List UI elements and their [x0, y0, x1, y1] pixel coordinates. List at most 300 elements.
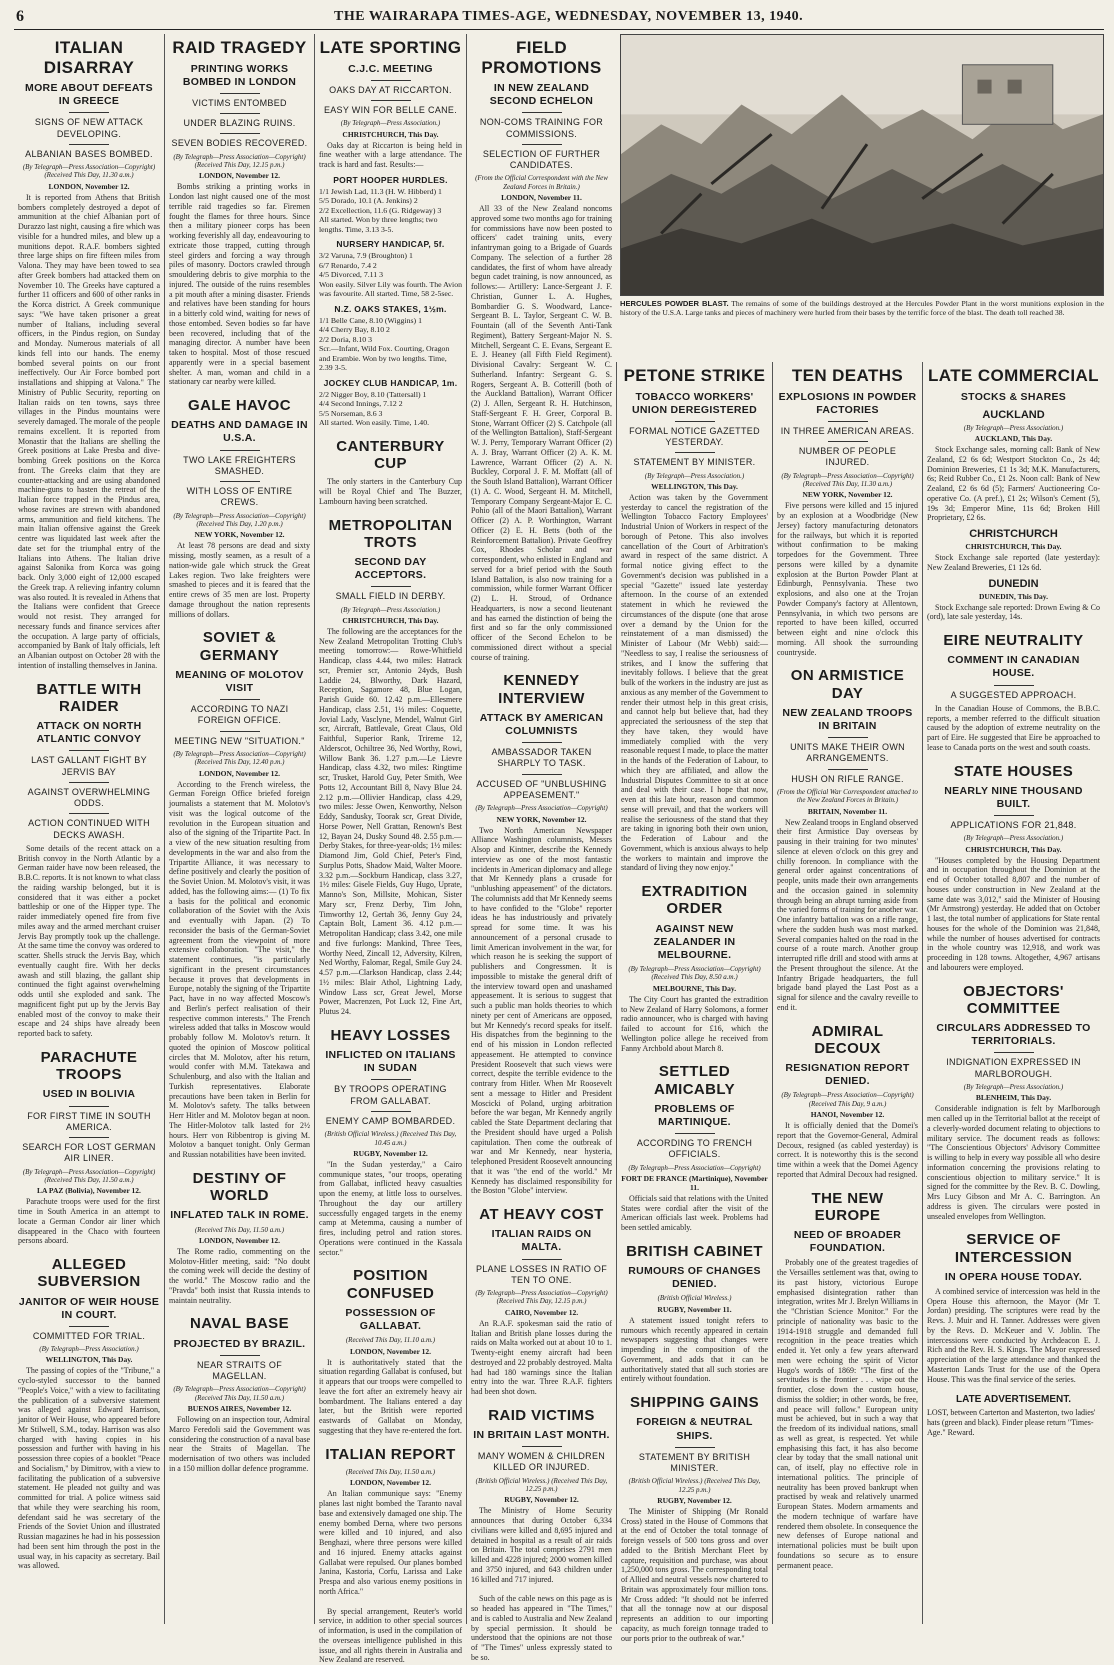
story-headline: HEAVY LOSSES: [330, 1026, 451, 1044]
story: [18, 681, 160, 1039]
story-dateline: (By Telegraph—Press Association—Copyright) (Received This Day, 12.15 p.m.): [173, 152, 306, 169]
race-result: 4/4 Cherry Bay, 8.10 2: [319, 325, 390, 335]
stocks-city: DUNEDIN: [988, 577, 1039, 590]
deck-rule: [675, 1447, 715, 1448]
story-dateline: (British Official Wireless.) (Received This Day, 12.25 p.m.): [628, 1477, 761, 1494]
race-result: All started. Won by three lengths; two lengths. Time, 3.13 3-5.: [319, 215, 438, 234]
story-deck: JANITOR OF WEIR HOUSE IN COURT.: [18, 1295, 160, 1321]
story-deck: BY TROOPS OPERATING FROM GALLABAT.: [334, 1084, 447, 1106]
race-result: Won easily. Silver Lily was fourth. The Avion was favourite. All started. Time, 58 2-5sec.: [319, 279, 463, 299]
race-result: 2/2 Doria, 8.10 3: [319, 334, 373, 344]
deck-rule: [522, 742, 562, 743]
race-heading: N.Z. OAKS STAKES, 1½m.: [334, 303, 447, 314]
photo-caption: [620, 299, 1104, 318]
column-1: [14, 34, 164, 1624]
story-body: All 33 of the New Zealand noncoms approved some two months ago for training for commissions have now been posted to officers' cadet training units, every infantryman going to a Brigade of Guards Company. The selection of a further 28 candidates, the first of whom have already begun cadet training, is now announced, as follows:— Artillery: Lance-Sergeant J. F. Christian, Gunner L. A. Hughes, Bombardier G. S. Woodward, Lance-Sergeant B. L. Taylor, Sergeant C. W. B. Fountain (all of the Seventh Anti-Tank Regiment), Battery Sergeant-Major N. S. Mitchell, Sergeant C. E. Evans, Sergeant E. E. J. Heaney (all Fifth Field Regiment). Divisional Cavalry: Sergeant W. C. Sutherland. Infantry: Sergeant G. S. Rogers, Sergeant A. B. Cotterill (both of the Auckland Battalion), Warrant Officer (2) J. Allen, Sergeant R. H. Hutchinson, Staff-Sergeant F. H. Greer, Corporal B. Stone, Warrant Officer (2) S. Catchpole (all of the Wellington Battalion), Staff-Sergeant W. J. Perry, Temporary Warrant Officer (2) A. J. Bray, Warrant Officer (2) A. K. M. Lawrence, Warrant Officer (2) A. N. Buckley, Corporal J. F. M. Moffatt (all of the South Island Battalion), Warrant Officer (1) A. C. Wood, Sergeant H. M. Mitchell, Temporary Company Sergeant-Major E. C. Pohio (all of the Maori Battalion), Warrant Officer (2) A. P. Worthington, Warrant Officer (2) E. H. Betts (both of the Reinforcement Battalion). Private Geoffrey Cox, Rhodes Scholar and war correspondent, who enlisted in England and served for a brief period with the South Island Battalion, is also now training for a commission, while former Warrant Officer (2) L. H. Stroud, of Ordnance Headquarters, is now a second lieutenant and has earned the distinction of being the first and so far the only commissioned officer of the Second Echelon to be commissioned direct without a special course of training.: [471, 204, 612, 662]
deck-rule: [522, 1259, 562, 1260]
page-number: 6: [16, 8, 24, 25]
story-place: LONDON, November 12.: [198, 1235, 281, 1245]
story-place: NEW YORK, November 12.: [802, 490, 893, 500]
explosion-photo: [620, 34, 1104, 296]
story-deck: AGAINST OVERWHELMING ODDS.: [27, 786, 151, 809]
deck-rule: [220, 1355, 260, 1356]
story-deck: INDIGNATION EXPRESSED IN MARLBOROUGH.: [946, 1057, 1081, 1079]
story-place: CHRISTCHURCH, This Day.: [965, 844, 1062, 854]
story-body: An Italian communique says: "Enemy planes last night bombed the Taranto naval base and extensively damaged one ship. The enemy bombed Derna, where two persons were killed and 10 injured, and also Benghazi, where three persons were killed and 16 injured. Enemy attacks against Gallabat were repulsed. Our planes bombed Janina, Kastoria, Corfu, Larissa and Lake Prespa and also various enemy positions in north Africa.": [319, 1489, 462, 1596]
story-dateline: (By Telegraph—Press Association—Copyright) (Received This Day, 12.15 p.m.): [475, 1289, 608, 1306]
story-deck: EASY WIN FOR BELLE CANE.: [323, 104, 458, 115]
story-place: RUGBY, November 11.: [657, 1304, 732, 1314]
story-body: A combined service of intercession was held in the Opera House this afternoon, the Mayor (Mr T. Jordan) presiding. The scriptures were read by the Revs. J. Muir and H. Tanner. Addresses were given by the Revs. D. McKeuer and V. Joblin. The intercessions were conducted by Archdeacon E. J. Rich and the Rev. H. S. Kings. The Mayor expressed appreciation of the large attendance and thanked the Masterton Lands Trust for the use of the Opera House. This was the final service of the series.: [927, 1286, 1100, 1384]
story-body: In the Canadian House of Commons, the B.B.C. reports, a member referred to the difficult situation caused by the adoption of extreme neutrality on the part of Eire. He suggested that Eire be approached to lease to Canada ports on the west and south coasts.: [927, 703, 1100, 752]
column-2: [164, 34, 314, 1624]
photo-caption-head: HERCULES POWDER BLAST.: [620, 299, 729, 308]
story-deck: PROBLEMS OF MARTINIQUE.: [654, 1102, 735, 1128]
story-dateline: (By Telegraph—Press Association.): [340, 119, 441, 128]
story-deck: DEATHS AND DAMAGE IN U.S.A.: [171, 419, 308, 445]
story-deck: SEARCH FOR LOST GERMAN AIR LINER.: [22, 1142, 156, 1164]
story-dateline: (Received This Day, 11.50 a.m.): [345, 1467, 436, 1476]
story: [319, 1446, 462, 1597]
column-5: [616, 362, 772, 1643]
story-body: The City Court has granted the extradition to New Zealand of Harry Solomons, a former radio announcer, who is charged with having failed to account for £16, which the Wellington police allege he received from Fanny Archbold about March 8.: [621, 994, 768, 1053]
story-deck: IN THREE AMERICAN AREAS.: [780, 425, 915, 436]
story: [169, 629, 310, 1160]
story-headline: THE NEW EUROPE: [811, 1189, 884, 1224]
photo-block: [620, 34, 1104, 334]
story-body: Stock Exchange sale reported (late yesterday): New Zealand Breweries, £1 12s 6d.: [927, 553, 1100, 572]
story-dateline: (By Telegraph—Press Association—Copyright): [628, 1163, 761, 1172]
photo-section: [620, 34, 1104, 358]
story-deck: PLANE LOSSES IN RATIO OF TEN TO ONE.: [475, 1263, 608, 1285]
race-result: 2/2 Nigger Boy, 8.10 (Tattersall) 1: [319, 389, 427, 399]
story-deck: ATTACK ON NORTH ATLANTIC CONVOY: [36, 720, 142, 746]
story-deck: INFLATED TALK IN ROME.: [170, 1209, 309, 1222]
story-deck: APPLICATIONS FOR 21,848.: [950, 820, 1077, 831]
story-deck: SELECTION OF FURTHER CANDIDATES.: [482, 148, 601, 171]
story-deck: USED IN BOLIVIA: [42, 1088, 136, 1101]
story-headline: AT HEAVY COST: [479, 1206, 604, 1224]
story-dateline: (By Telegraph—Press Association—Copyright) (Received This Day, 9 a.m.): [781, 1091, 914, 1108]
story-headline: EIRE NEUTRALITY: [943, 632, 1084, 650]
race-result: 1/1 Jewish Lad, 11.3 (H. W. Hibberd) 1: [319, 186, 442, 196]
race-heading: NURSERY HANDICAP, 5f.: [336, 239, 445, 250]
story-deck: ACCORDING TO NAZI FOREIGN OFFICE.: [190, 704, 289, 726]
story: [319, 517, 462, 1017]
story-deck: COMMENT IN CANADIAN HOUSE.: [947, 654, 1080, 680]
story-dateline: (British Official Wireless.): [657, 1294, 732, 1303]
deck-rule: [69, 112, 109, 113]
story-headline: ALLEGED SUBVERSION: [37, 1256, 141, 1291]
story-headline: BATTLE WITH RAIDER: [36, 680, 142, 715]
story-place: BRITAIN, November 11.: [807, 806, 888, 816]
race-result: 3/2 Varuna, 7.9 (Broughton) 1: [319, 251, 413, 261]
story: [471, 1594, 612, 1662]
story-headline: RAID VICTIMS: [488, 1406, 595, 1424]
story-dateline: (Received This Day, 11.50 a.m.): [194, 1225, 285, 1234]
column-3: [314, 34, 466, 1665]
story-deck: EXPLOSIONS IN POWDER FACTORIES: [778, 390, 917, 416]
story-dateline: (By Telegraph—Press Association.): [963, 1082, 1064, 1091]
story-deck: POSSESSION OF GALLABAT.: [345, 1306, 436, 1333]
story-deck: MORE ABOUT DEFEATS IN GREECE: [25, 82, 153, 108]
story-body: New Zealand troops in England observed their first Armistice Day overseas by pausing in their training for two minutes' silence at eleven o'clock on this grey and chilly forenoon. In compliance with the general order against concentrations of people, units made their own arrangements and the occasion gained in solemnity through being an abrupt turning aside from the varied forms of training for another war. One infantry battalion was on a rifle range, where the sudden hush was most marked. Several companies halted on the road in the course of a route march. Another group interrupted rifle drill and stood with arms at the Present throughout the silence. At the Infantry Brigade headquarters, the full brigade band played the Last Post as a signal for silence and the cavalry reveille to end it.: [777, 817, 918, 1012]
story-place: RUGBY, November 12.: [657, 1495, 732, 1505]
masthead: [14, 6, 1104, 30]
story-place: LA PAZ (Bolivia), November 12.: [37, 1186, 141, 1196]
story-deck: SECOND DAY ACCEPTORS.: [354, 556, 427, 582]
deck-rule: [828, 737, 868, 738]
story-headline: ADMIRAL DECOUX: [811, 1022, 884, 1057]
story-dateline: (By Telegraph—Press Association.): [963, 834, 1064, 843]
story-headline: PETONE STRIKE: [623, 366, 766, 385]
story-place: NEW YORK, November 12.: [194, 530, 285, 540]
story-body: The following are the acceptances for the New Zealand Metropolitan Trotting Club's meeting tomorrow:— Rowe-Whitfield Handicap, class 4.44, two miles: Hatrack scr, Premier scr, Antonio 24yds, Bush Laddie 24, Blworthy, Dark Hazard, Reception, Sagamore 48, Blue Logan, Parish Guide 60. 12.42 p.m.—Ellesmere Handicap, class 2.51, 1½ miles: Coquette, Jovial Lady, Vasclyne, Mendel, Walnut Girl scr, Aircraft, Battlevale, Great Claus, Old Faithful, Superior Rank, Trireme 12, Alderscot, Ochiltree 36, Ned Worthy, Rowi, Willow Bank 36. 1.27 p.m.—Le Lievre Handicap, class 4.32, two miles: Ringtime scr, Trusket, Harold Guy, Peter Smith, Wee Potts 12, Accountant Bill 8, Navy Blue 24. 2.12 p.m.—Ollivier Handicap, class 4.29, two miles: Jesse Owen, Kenworthy, Nelson Eddy, Sandusky, Toorak scr, Great Divide, Horse Power, Nell Grattan, Renown's Best 12, Bayan 24, Dusky Sound 48. 2.55 p.m.—Derby Stakes, for three-year-olds; 1½ miles: Diamond Jim, Gold Chief, Peter's Find, Surplus Potts, Shadow Maid, Walter Moore. 3.32 p.m.—Sockburn Handicap, class 3.27, 1½ miles: Gisele Fields, Guy Hugo, Uprate, Manno's Son, Millsite, Mohican, Sister Mary scr, Frenz Derby, Tim John, Timworthy 12, Gertah 36, Jenny Guy 24, Captain Bolt, Lament 36. 4.12 p.m.—Metropolitan Handicap; class 3.42, one mile and five furlongs: Mankind, Three Tees, Worthy Need, Zincall 12, Adversity, Kilren, Ned Worthy, Falomar, Regal, Smile Guy 24. 4.57 p.m.—Clarkson Handicap, class 2.44; 1½ miles: Blair Athol, Lightning Lady, Window Lass scr, Great Jewel, Morse Power, Macrenzen, Pot Luck 12, Fine Art, Plutus 24.: [319, 626, 462, 1017]
story-dateline: (By Telegraph—Press Association—Copyright) (Received This Day, 11.30 a.m.): [781, 471, 914, 488]
story-deck: TOBACCO WORKERS' UNION DEREGISTERED: [632, 390, 757, 416]
race-result: 5/5 Dorado, 10.1 (A. Jenkins) 2: [319, 196, 418, 206]
story-body: "Houses completed by the Housing Department and in occupation throughout the Dominion at the end of October totalled 8,807 and the number of houses under construction in New Zealand at the same date was 3,012," said the Minister of Housing (Mr Armstrong) yesterday. He added that on October 1 last, the total number of applications for State rental houses for the whole of the Dominion was 21,848, while the number of houses advertised for contracts in the whole country was 12,918, and work was proceeding in 128 towns. Altogether, 4,967 artisans and labourers were employed.: [927, 855, 1100, 972]
story-body: Considerable indignation is felt by Marlborough men called up in the Territorial ballot at the receipt of a cleverly-worded document relating to objections to military service. The document reads as follows: "The Conscientious Objectors' Advisory Committee is willing to help in every way possible all who desire information concerning the provisions relating to conscientious objection to military service." It is signed for the committee by the Rev. B. C. Dowling, Mrs Lucy Gibson and Mr A. C. Barrington. An address is given. The circulars were posted in unsealed envelopes from Wellington.: [927, 1104, 1100, 1221]
story-headline: SERVICE OF INTERCESSION: [954, 1231, 1073, 1266]
story-place: LONDON, November 12.: [198, 171, 281, 181]
race-result: 4/4 Second Innings, 7.12 2: [319, 399, 403, 409]
deck-rule: [994, 815, 1034, 816]
story-deck: NEED OF BROADER FOUNDATION.: [793, 1229, 902, 1255]
story-headline: RAID TRAGEDY: [172, 38, 307, 57]
story-place: DUNEDIN, This Day.: [978, 591, 1049, 601]
story: [319, 1267, 462, 1435]
story-body: By special arrangement, Reuter's world service, in addition to other special sources of information, is used in the compilation of the overseas intelligence published in this issue, and all rights therein in Australia and New Zealand are reserved.: [319, 1606, 462, 1665]
story-deck: IN NEW ZEALAND SECOND ECHELON: [489, 82, 594, 108]
story: [319, 1607, 462, 1665]
story: [927, 1231, 1100, 1384]
story-body: It is reported from Athens that British bombers completely destroyed a depot of ammunition at the chief Albanian port of Durazzo last night, causing a fire which was visible for a hundred miles, and blew up a munitions depot. R.A.F. bombers sighted three large ships on fire fifteen miles from Valona. They may have been towed to sea after Greek bombers had attacked them on November 10. The Greeks have captured a further 11 officers and 600 of other ranks in the Korca district. A Greek communique says: "We have taken prisoner a great number of Italians, including several officers, in the Pindus region, on Sunday and Monday. Numerous materials of all kinds fell into our hands. The enemy bombed several points on our front ineffectively. Our Air Force bombed port installations and shipping at Valona." The Ministry of Public Security, reporting on Italian raids on ten towns, says three villages in the Pindus mountains were severely damaged. The morale of the people remains excellent. It is reported from Monastir that the Italians are shelling the Greek positions at Lake Presba and dive-bombing Greek positions on the Korca front. The Greeks claim that they are counter-attacking and are using abandoned machine-guns to hasten the retreat of the Italian force trapped in the Pindus area, whose ravines are strewn with abandoned arms, ammunition and field kitchens. The main Italian offensive against the Greek centre was liquidated last week after the date set for the triumphal entry of the Italians into Athens. The Italian drive against Salonika from Korca was going back. Only 3,000 eight of 12,000 escaped the Greek trap. A relieving infantry column was also routed. It is revealed in Athens that the Italians were confident that Greece would not resist. They arranged for necessary funds and finance services after the occupation. A large party of officials, accompanied by Bank of Italy officials, left an Albanian outpost on October 28 with the intention of installing themselves in Janina.: [18, 192, 160, 670]
story-body: Action was taken by the Government yesterday to cancel the registration of the Wellington Tobacco Factory Employees' Industrial Union of Workers in respect of the borough of Petone. This also involves cancellation of the Court of Arbitration's award in respect of the same district. A formal notice giving effect to the Government's decision was published in a special "Gazette" issued late yesterday afternoon. In the course of an extended statement in which he reviewed the circumstances of the dispute (one that arose over a demand by the Union for the reinstatement of a man dismissed) the Minister of Labour (Mr Webb) said:— "Needless to say, I realise the seriousness of strikes, and I know the suffering that inevitably follows. I believe that the great bulk of the workers in the industry are just as anxious as any member of the Government to render their utmost help in this great crisis, and cannot help but believe that, had they appreciated the seriousness of the step that they have taken, they would have immediately complied with the very reasonable request I made, to place the matter in the hands of the Federation of Labour, to which they are affiliated, and allow the Industrial Disputes Committee to sit at once and deal with their case. I hope that now, even at this late hour, reason and common sense will prevail, and that the workers will realise the seriousness of the stand that they are taking in ignoring both their own union, the Federation of Labour and the Government, which is anxious always to help the workers to maintain and improve the standard of living they now enjoy.": [621, 492, 768, 873]
story-dateline: (By Telegraph—Press Association.): [39, 1345, 139, 1354]
story-headline: TEN DEATHS: [791, 366, 904, 385]
story-place: CHRISTCHURCH, This Day.: [342, 615, 439, 625]
late-ad-body: LOST, between Carterton and Masterton, two ladies' hats (green and black). Finder please return "Times-Age." Reward.: [927, 1408, 1096, 1437]
story: [777, 1190, 918, 1571]
story-deck: ACCUSED OF "UNBLUSHING APPEASEMENT.": [476, 778, 607, 800]
story-headline: DESTINY OF WORLD: [192, 1169, 287, 1205]
story: [18, 1049, 160, 1246]
race-heading: PORT HOOPER HURDLES.: [333, 174, 448, 185]
story: [621, 883, 768, 1053]
story: [777, 667, 918, 1012]
race-result: 2/2 Excellection, 11.6 (G. Ridgeway) 3: [319, 205, 442, 215]
deck-rule: [675, 421, 715, 422]
story: [471, 38, 612, 662]
story-body: At least 78 persons are dead and sixty missing, mostly seamen, as a result of a nation-wide gale which struck the Great Lakes region. Two lake freighters were smashed to pieces and it is feared that the entire crews of 35 men are lost. Property damage throughout the nation represents millions of dollars.: [169, 541, 310, 619]
story-body: "In the Sudan yesterday," a Cairo communique states, "our troops, operating from Gallabat, inflicted heavy casualties upon the enemy, at little loss to ourselves. Throughout the day our artillery successfully engaged targets in the enemy camp at Metemma, causing a number of fires, including petrol and ration stores. Operations were continued in the Kassala sector.": [319, 1159, 462, 1257]
story-deck: ENEMY CAMP BOMBARDED.: [325, 1115, 456, 1126]
story-dateline: (By Telegraph—Press Association—Copyright) (Received This Day, 11.50 a.m.): [22, 1167, 156, 1184]
story-deck: ATTACK BY AMERICAN COLUMNISTS: [479, 711, 604, 737]
deck-rule: [522, 774, 562, 775]
story-dateline: (From the Official War Correspondent attached to the New Zealand Forces in Britain.): [777, 787, 918, 805]
story-place: LONDON, November 12.: [349, 1346, 432, 1356]
story-headline: SETTLED AMICABLY: [654, 1063, 735, 1098]
story: [169, 1315, 310, 1473]
story: [621, 1243, 768, 1384]
story-body: An R.A.F. spokesman said the ratio of Italian and British plane losses during the raids on Malta worked out at about 10 to 1. Twenty-eight enemy aircraft had been destroyed and 22 probably destroyed. Malta had had 180 warnings since the Italian entry into the war. Three R.A.F. fighters had been shot down.: [471, 1318, 612, 1397]
story: [927, 983, 1100, 1222]
story-deck: STATEMENT BY BRITISH MINISTER.: [638, 1451, 751, 1473]
story-deck: ACTION CONTINUED WITH DECKS AWASH.: [28, 818, 150, 840]
story-deck: ACCORDING TO FRENCH OFFICIALS.: [636, 1138, 753, 1160]
story-deck: MEETING NEW "SITUATION.": [174, 735, 305, 746]
story-body: The Rome radio, commenting on the Molotov-Hitler meeting, said: "No doubt the coming week will decide the destiny of the world." The Moscow radio and the "Pravda" both insist that Russia intends to maintain neutrality.: [169, 1246, 310, 1305]
story: [169, 397, 310, 619]
story-place: AUCKLAND, This Day.: [974, 434, 1053, 444]
story-headline: STATE HOUSES: [953, 762, 1074, 780]
story: [471, 1407, 612, 1585]
story-deck: OAKS DAY AT RICCARTON.: [329, 84, 452, 95]
story-deck: UNITS MAKE THEIR OWN ARRANGEMENTS.: [790, 742, 905, 764]
story-deck: FOREIGN & NEUTRAL SHIPS.: [636, 1416, 753, 1442]
deck-rule: [371, 1079, 411, 1080]
deck-rule: [371, 586, 411, 587]
story-deck: RUMOURS OF CHANGES DENIED.: [628, 1265, 761, 1291]
deck-rule: [69, 1106, 109, 1107]
story-body: Oaks day at Riccarton is being held in fine weather with a large attendance. The track is hard and fast. Results:—: [319, 140, 462, 170]
deck-rule: [220, 481, 260, 482]
story-body: The only starters in the Canterbury Cup will be Royal Chief and The Buzzer, Lambourn having been scratched.: [319, 477, 462, 506]
story-body: Such of the cable news on this page as is so headed has appeared in "The Times," and is cabled to Australia and New Zealand by special permission. It should be understood that the opinions are not those of "The Times" unless expressly stated to be so.: [471, 1594, 612, 1662]
story-headline: SOVIET & GERMANY: [199, 629, 280, 664]
deck-rule: [69, 782, 109, 783]
race-result: 6/7 Renardo, 7.4 2: [319, 260, 377, 270]
story-place: HANOI, November 12.: [810, 1110, 885, 1120]
story: [471, 672, 612, 1196]
story-body: Probably one of the greatest tragedies of the Versailles settlement was that, owing to its past history, victorious Europe emphasised disintegration rather than integration, writes Mr J. Brelyn Williams in the "Christian Science Monitor." For the principle of nationality was basic to the 1914-1918 struggle and demanded full recognition in the peace treaties which ended it. Yet only a few years afterward men were echoing the spirit of Victor Hugo's words of 1869: "The first of the servitudes is the frontier . . . wipe out the frontier, close down the custom house, dismiss the soldier; in other words, be free, and peace will follow." European unity must be achieved, but in such a way that the freedom of its individual nations, small as well as great, is respected. Yet while emphasising this fact, it has also become clear by today that the small national unit can, of itself, play no effective role in international politics. The principle of neutrality has been proved bankrupt when practised by weak and relatively unarmed European States. Modern armaments and the modern technique of warfare have rendered them obsolete. In consequence the new defenses of Europe national and international policies must be built upon foundations so secure as to ensure permanent peace.: [777, 1258, 918, 1570]
story: [777, 1023, 918, 1180]
story: [169, 38, 310, 387]
story-headline: ITALIAN DISARRAY: [43, 38, 135, 77]
story-body: Bombs striking a printing works in London last night caused one of the most terrible raid tragedies so far. Firemen fought the flames for three hours. Since then a military pioneer corps has been working feverishly all day, endeavouring to extricate those trapped, cutting through steel girders and forcing a way through piles of masonry. Doctors crawled through smouldering debris to give morphia to the injured. The outside of the ruins resembles a pit mouth after a mining disaster. Friends and relatives have been standing for hours in a bitterly cold wind, waiting for news of those entombed. Seven bodies so far have been recovered, including that of the managing director. A number have been taken to hospital. Most of those rescued apparently were in a special basement shelter. A man, woman and child in a stationary car nearby were killed.: [169, 182, 310, 387]
story-place: FORT DE FRANCE (Martinique), November 11.: [621, 1173, 768, 1192]
story-headline: LATE SPORTING: [319, 38, 462, 57]
story: [777, 366, 918, 657]
story-deck: HUSH ON RIFLE RANGE.: [791, 773, 904, 784]
story-place: RUGBY, November 12.: [504, 1495, 579, 1505]
story-place: BLENHEIM, This Day.: [975, 1093, 1052, 1103]
story-deck: ALBANIAN BASES BOMBED.: [25, 148, 153, 159]
story-place: WELLINGTON, This Day.: [45, 1355, 133, 1365]
deck-rule: [220, 731, 260, 732]
masthead-title: THE WAIRARAPA TIMES-AGE, WEDNESDAY, NOVEMBER 13, 1940.: [334, 9, 804, 24]
deck-rule: [675, 1133, 715, 1134]
story-deck: SIGNS OF NEW ATTACK DEVELOPING.: [34, 117, 144, 139]
story-body: Parachute troops were used for the first time in South America in an attempt to locate a German Condor air liner which disappeared in the Chaco with fourteen persons aboard.: [18, 1197, 160, 1246]
deck-rule: [220, 133, 260, 134]
story-deck: SMALL FIELD IN DERBY.: [335, 591, 446, 602]
story-body: Officials said that relations with the United States were cordial after the visit of the American officials last week. Problems had been settled amicably.: [621, 1193, 768, 1233]
story-deck: PROJECTED BY BRAZIL.: [173, 1337, 306, 1350]
deck-rule: [220, 113, 260, 114]
story-deck: SEVEN BODIES RECOVERED.: [171, 138, 308, 149]
story-deck: STATEMENT BY MINISTER.: [633, 457, 756, 468]
race-result: 4/5 Divorced, 7.11 3: [319, 270, 384, 280]
story-deck: ITALIAN RAIDS ON MALTA.: [491, 1228, 592, 1254]
story-headline: KENNEDY INTERVIEW: [498, 672, 585, 707]
deck-rule: [69, 1137, 109, 1138]
deck-rule: [220, 93, 260, 94]
story-dateline: (By Telegraph—Press Association—Copyright) (Received This Day, 1.20 p.m.): [173, 511, 306, 528]
deck-rule: [69, 1326, 109, 1327]
story: [18, 38, 160, 671]
story-dateline: (British Official Wireless.) (Received This Day, 12.25 p.m.): [475, 1476, 608, 1494]
story-body: A statement issued tonight refers to rumours which recently appeared in certain newspapers suggesting that changes were impending in the composition of the Government, and adds that it can be authoritatively stated that all such stories are entirely without foundation.: [621, 1315, 768, 1384]
story: [621, 1063, 768, 1233]
ruins-image-icon: [621, 35, 1103, 295]
story-headline: ON ARMISTICE DAY: [790, 667, 905, 702]
story-place: MELBOURNE, This Day.: [652, 983, 737, 993]
deck-rule: [994, 1052, 1034, 1053]
story-headline: POSITION CONFUSED: [346, 1267, 435, 1302]
story-deck: NEAR STRAITS OF MAGELLAN.: [196, 1359, 282, 1382]
story-deck: FOR FIRST TIME IN SOUTH AMERICA.: [27, 1110, 151, 1132]
story-body: Some details of the recent attack on a British convoy in the North Atlantic by a German raider have now been released, the B.B.C. reports. It is not known to what class the raiding warship belonged, but it is considered that it was either a pocket battleship or one of the Hipper type. The raider immediately opened fire from five miles away and the armed merchant cruiser Jervis Bay promptly took up the challenge. At the same time the convoy was ordered to scatter. Shells struck the Jervis Bay, which eventually caught fire. With her decks awash and still blazing, the gallant ship continued the fight against overwhelming odds until she exploded and sank. The magnificent fight put up by the Jervis Bay enabled most of the convoy to make their escape and 24 ships have already been reported back to safety.: [18, 843, 160, 1039]
photo-caption-text: The remains of some of the buildings destroyed at the Hercules Powder Plant in the worst munitions explosion in the history of the U.S.A. Large tanks and pieces of machinery were hurled from their bases by the terrific force of the blast. The death toll reached 38.: [620, 299, 1105, 318]
story-body: Stock Exchange sale reported: Drown Ewing & Co (ord), late sale yesterday, 14s.: [927, 602, 1100, 622]
story-dateline: (By Telegraph—Press Association.): [340, 605, 441, 614]
story-dateline: (By Telegraph—Press Association.): [963, 423, 1064, 432]
deck-rule: [994, 685, 1034, 686]
column-7: [922, 362, 1104, 1624]
stocks-city: CHRISTCHURCH: [969, 528, 1058, 541]
deck-rule: [371, 100, 411, 101]
story-deck: NEW ZEALAND TROOPS IN BRITAIN: [782, 706, 913, 732]
story-body: The Minister of Shipping (Mr Ronald Cross) stated in the House of Commons that at the end of October the total tonnage of foreign vessels of 500 tons gross and over added to the British Merchant Fleet by capture, requisition and purchase, was about 1,250,000 tons gross. The corresponding total of Allied and neutral vessels now chartered to Britain was approximately four million tons. Mr Cross added: "It should not be inferred that all the tonnage now at our disposal represents an addition to our importing capacity, as much foreign tonnage traded to our ports prior to the outbreak of war.": [621, 1506, 768, 1643]
story-deck: MANY WOMEN & CHILDREN KILLED OR INJURED.: [477, 1451, 606, 1473]
story: [319, 38, 462, 428]
story-dateline: (By Telegraph—Press Association—Copyright) (Received This Day, 11.30 a.m.): [22, 163, 156, 180]
story-headline: CANTERBURY CUP: [336, 437, 445, 473]
story-headline: OBJECTORS' COMMITTEE: [963, 982, 1064, 1017]
story-deck: IN BRITAIN LAST MONTH.: [473, 1429, 610, 1442]
deck-rule: [371, 80, 411, 81]
story: [319, 438, 462, 507]
story-place: CHRISTCHURCH, This Day.: [342, 129, 439, 139]
story-deck: NON-COMS TRAINING FOR COMMISSIONS.: [479, 117, 604, 139]
column-4: [466, 34, 616, 1662]
columns: [14, 34, 1105, 1665]
story-place: RUGBY, November 12.: [353, 1148, 428, 1158]
story: [927, 366, 1100, 622]
story: [621, 1394, 768, 1643]
story-dateline: (By Telegraph—Press Association—Copyright): [475, 804, 608, 813]
column-6: [772, 362, 922, 1624]
late-advertisement: [927, 1394, 1100, 1437]
story: [18, 1256, 160, 1571]
race-heading: JOCKEY CLUB HANDICAP, 1m.: [323, 377, 458, 388]
story-deck: NEARLY NINE THOUSAND BUILT.: [944, 784, 1083, 810]
deck-rule: [220, 450, 260, 451]
story-headline: FIELD PROMOTIONS: [481, 38, 602, 77]
deck-rule: [371, 1111, 411, 1112]
story: [471, 1206, 612, 1397]
story-deck: STOCKS & SHARES: [960, 390, 1067, 403]
story-place: BUENOS AIRES, November 12.: [187, 1404, 292, 1414]
story-deck: RESIGNATION REPORT DENIED.: [785, 1062, 910, 1088]
story-headline: PARACHUTE TROOPS: [40, 1048, 138, 1084]
story-headline: GALE HAVOC: [188, 397, 291, 415]
deck-rule: [675, 452, 715, 453]
story-body: The Ministry of Home Security announces that during October 6,334 civilians were killed and 8,695 injured and detained in hospital as a result of air raids on Britain. The total comprises 2791 men killed and 4228 injured; 2000 women killed and 3750 injured, and 643 children under 16 killed and 717 injured.: [471, 1506, 612, 1584]
story-deck: INFLICTED ON ITALIANS IN SUDAN: [325, 1049, 456, 1075]
story-place: LONDON, November 11.: [501, 193, 582, 203]
story-deck: CIRCULARS ADDRESSED TO TERRITORIALS.: [936, 1022, 1091, 1048]
story-deck: FORMAL NOTICE GAZETTED YESTERDAY.: [629, 425, 760, 448]
race-result: 1/1 Belle Cane, 8.10 (Wiggins) 1: [319, 315, 422, 325]
story-dateline: (By Telegraph—Press Association—Copyright) (Received This Day, 12.40 p.m.): [173, 749, 306, 767]
story-place: LONDON, November 12.: [198, 768, 281, 778]
story-deck: A SUGGESTED APPROACH.: [950, 689, 1077, 700]
story-place: LONDON, November 12.: [349, 1478, 432, 1488]
story-place: CAIRO, November 12.: [504, 1307, 579, 1317]
story-dateline: (By Telegraph—Press Association—Copyright) (Received This Day, 8.50 a.m.): [628, 965, 761, 982]
story-deck: VICTIMS ENTOMBED: [192, 97, 287, 108]
race-result: 5/5 Norseman, 8.6 3: [319, 408, 383, 418]
story-body: It is officially denied that the Domei's report that the Governor-General, Admiral Decoux, resigned (as cabled yesterday) is correct. It is noteworthy this is the second time within a week that the Domei Agency reported that Admiral Decoux had resigned.: [777, 1121, 918, 1179]
story-deck: PRINTING WORKS BOMBED IN LONDON: [182, 62, 297, 88]
deck-rule: [69, 813, 109, 814]
story-headline: ITALIAN REPORT: [325, 1445, 456, 1463]
late-ad-heading: LATE ADVERTISEMENT.: [955, 1394, 1071, 1406]
deck-rule: [522, 1446, 562, 1447]
story-body: It is authoritatively stated that the situation regarding Gallabat is confused, but it appears that our troops were compelled to leave the fort after an extremely heavy air bombardment. The Italians entered a day later, but the British were reported eastwards of Gallabat on Monday, suggesting that they have re-entered the fort.: [319, 1357, 462, 1435]
story-headline: METROPOLITAN TROTS: [328, 516, 453, 551]
story-place: WELLINGTON, This Day.: [651, 481, 738, 491]
story-deck: AMBASSADOR TAKEN SHARPLY TO TASK.: [491, 747, 592, 769]
story-dateline: (From the Official Correspondent with the New Zealand Forces in Britain.): [475, 174, 608, 191]
story-body: Five persons were killed and 15 injured by an explosion at a Woodbridge (New Jersey) factory manufacturing detonators for the railways, but which it is reported without confirmation to be making torpedoes for the Government. Three persons were killed by a dynamite explosion at the Burton Powder Plant at Edinburgh, Pennsylvania. These two explosions, and also one at the Trojan Powder Company's factory at Allentown, Pennsylvania, in which two persons are reported to have been killed, occurred between eight and nine o'clock this morning. All shook the surrounding countryside.: [777, 501, 918, 657]
story-deck: MEANING OF MOLOTOV VISIT: [175, 668, 304, 694]
story-headline: NAVAL BASE: [189, 1315, 289, 1333]
story-headline: SHIPPING GAINS: [630, 1394, 759, 1412]
deck-rule: [828, 441, 868, 442]
story-dateline: (Received This Day, 11.10 a.m.): [345, 1336, 436, 1345]
story-body: According to the French wireless, the German Foreign Office briefed foreign journalists a statement that M. Molotov's visit was the logical outcome of the revolution in the European situation and also of the signing of the Tripartite Pact. In a view of the new situation resulting from developments in the war and also from the Tripartite Alliance, it was necessary to define positively and clearly the position of the Soviet Union. M. Molotov's visit, it was added, has the following aims:— (1) To fix a basis for the political and economic collaboration of the Soviet with the Axis and eventually with Japan. (2) To reconsider the basis of the German-Soviet agreement from the viewpoint of more extensive collaboration. "The visit," the statement continues, "is particularly significant in the present circumstances because it proves that developments in Europe, notably the signing of the Tripartite Pact, have in no way affected Moscow's and Berlin's perfect realisation of their respective common interests." The French wireless added that talks in Moscow would probably follow M. Molotov's return. It quoted the opinion of Moscow political circles that M. Molotov, after his return, would confer with M.M. Tatekawa and Schulenburg, and also with the Italian and Turkish representatives. Elaborate precautions have been taken in Berlin for M. Molotov's safety. The talks between Herr Hitler and M. Molotov began at noon. The Hitler-Molotov talk lasted for 2½ hours. Herr von Ribbentrop is giving M. Molotov a banquet tonight. Only German and Russian notabilities have been invited.: [169, 779, 310, 1160]
story-body: Stock Exchange sales, morning call: Bank of New Zealand, £2 6s 6d; Westport Stockton Co., 2s 4d; Dominion Breweries, £1 1s 3d; M.K. Manufacturers, 6s; Reid Rubber Co., £1 2s. Noon call: Bank of New Zealand, £2 6s 6d (5); Farmers' Auctioneering Co-operative Co. (A pref.), £1 2s; Wilson's Cement (5), 19s 3d; Emperor Mine, 11s 6d; Broken Hill Proprietary, £2 6s.: [927, 445, 1100, 523]
story-body: The passing of copies of the "Tribune," a cyclo-styled successor to the banned "People's Voice," with a view to facilitating the publication of a subversive statement was alleged against Edward Harrison, janitor of Weir House, who appeared before Mr Stilwell, S.M., today. Harrison was also charged with having copies in his possession and further with having in his possession three copies of a booklet "Peace and Socialism," by Dimitrov, with a view to facilitating the publication of a subversive statement. He pleaded not guilty and was committed for trial. A police witness said that while they were searching his room, defendant said he was secretary of the Friends of the Soviet Union and illustrated Russian magazines he had in his possession had been sent him through the post in the usual way, in his capacity as secretary. Bail was allowed.: [18, 1366, 160, 1571]
deck-rule: [828, 421, 868, 422]
story-place: LONDON, November 12.: [48, 181, 130, 191]
story-body: Following on an inspection tour, Admiral Marco Feredoli said the Government was considering the construction of a naval base near the Straits of Magellan. The modernisation of two others was included in a 150 million dollar defence programme.: [169, 1415, 310, 1473]
deck-rule: [69, 750, 109, 751]
story-dateline: (British Official Wireless.) (Received This Day, 10.45 a.m.): [324, 1130, 457, 1147]
story-headline: LATE COMMERCIAL: [928, 366, 1099, 385]
race-result: Scr.—Infant, Wild Fox. Courting, Oragon and Erambie. Won by two lengths. Time, 2.39 3-5.: [319, 344, 450, 373]
stocks-city: AUCKLAND: [982, 408, 1045, 421]
story-dateline: (By Telegraph—Press Association.): [644, 471, 745, 480]
story-headline: BRITISH CABINET: [626, 1242, 763, 1260]
story-deck: AGAINST NEW ZEALANDER IN MELBOURNE.: [653, 922, 736, 961]
story-deck: LAST GALLANT FIGHT BY JERVIS BAY: [31, 755, 147, 777]
deck-rule: [220, 699, 260, 700]
deck-rule: [828, 769, 868, 770]
story: [927, 763, 1100, 973]
story: [319, 1027, 462, 1258]
story: [169, 1170, 310, 1306]
deck-rule: [522, 112, 562, 113]
story: [621, 366, 768, 873]
deck-rule: [522, 144, 562, 145]
story-dateline: (By Telegraph—Press Association—Copyright) (Received This Day, 11.50 a.m.): [173, 1385, 306, 1402]
